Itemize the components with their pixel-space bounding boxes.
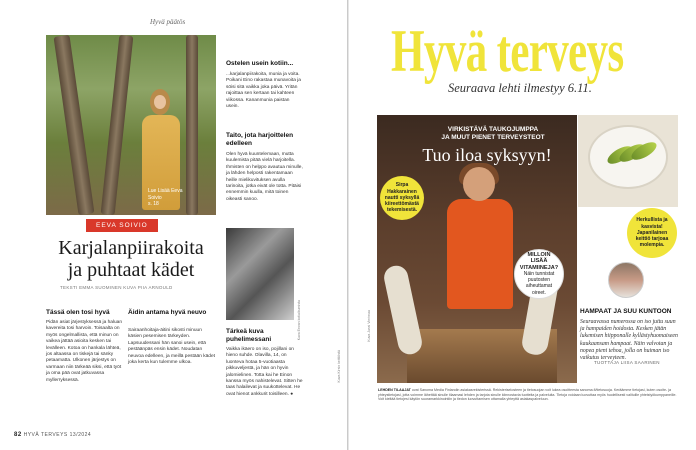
teeth-section-heading: HAMPAAT JA SUU KUNTOON (580, 308, 672, 315)
footer-publication: HYVÄ TERVEYS 13/2024 (23, 432, 92, 438)
next-issue-tagline: Seuraava lehti ilmestyy 6.11. (448, 81, 592, 95)
person-face (463, 167, 495, 201)
producer-portrait (608, 262, 644, 298)
vitamin-bubble-line-1: MILLOIN (527, 252, 551, 259)
col2-text: Sairaanhoitaja-äitini sikosti minuun käsien pesemisen tärkeyden. Lapsuudessani hän sanoi usein, että pestäänpäs ensin kädet. Noudatan neuvoa edelleen, ja meillä pestään kädet joka kerta kun tulemme ulkoa. (128, 328, 215, 366)
japanese-food-bubble (627, 208, 677, 258)
col1-text: Pidän asiat järjestyksessä ja haluan kavereita tosi harvoin. Toisaalta on myös ongelmallista, että minun on vaikea jättää asioita kesken tai levälleen. Kotoa on hankala lähteä, jos altaassa on tiskejä tai sänky petaamatta. Ulkonen järjestys on varmaan niin tärkeää siksi, että työt ja oma pää ovat jatkuvassa myllerryksessä. (46, 320, 122, 383)
vitamin-bubble-line-2: LISÄÄ (530, 258, 548, 265)
magazine-logo: Hyvä terveys (391, 18, 624, 84)
headline (46, 237, 216, 281)
cover-kicker (423, 126, 563, 142)
col3c-heading: Tärkeä kuva puhelimessani (226, 328, 272, 343)
col3b-heading: Taito, jota harjoittelen edelleen (226, 132, 294, 147)
right-page (337, 0, 696, 450)
vitamin-bubble (514, 249, 564, 299)
col3a-heading: Ostelen usein kotiin... (226, 60, 294, 67)
vitamin-bubble-line-3: VITAMIINEJA? (519, 264, 559, 271)
section-label: Hyvä päätös (150, 18, 186, 26)
vitamin-bubble-text: Näin tunnistat puutosten aiheuttamat oireet. (523, 270, 555, 296)
photo-caption-extra: s. 18 (148, 201, 159, 207)
article-credits: TEKSTI EMMA SUOMINEN KUVA PIIA ARNOULD (60, 285, 173, 290)
cover-headline: Tuo iloa syksyyn! (422, 145, 552, 165)
teeth-section-text: Seuraavassa numerossa on iso juttu suun ja hampaiden hoidosta. Kesken jätän lukemisen hiipponalle kyllästyhuomaiseen kaukaansam hampaat. Näin valvotan ja nopea pieni tehoa, jolla on huiman iso vaikutus terveyteen. (580, 319, 678, 362)
subscriber-notice-label: LEHDEN TILAAJAT (378, 388, 411, 392)
tree-trunk (54, 35, 95, 215)
cover-kicker-line-2: JA MUUT PIENET TERVEYSTEOT (441, 134, 545, 141)
food-photo-credit: Kuva Kirsin keittiöstä (337, 350, 341, 383)
family-photo-credit: Kuva Eevan kotialbumista (297, 300, 301, 341)
col2-heading: Äidin antama hyvä neuvo (128, 309, 207, 316)
subscriber-notice (378, 388, 678, 402)
family-photo (226, 228, 294, 320)
cover-kicker-line-1: VIRKISTÄVÄ TAUKOJUMPPA (447, 126, 539, 133)
page-number: 82 (14, 432, 22, 438)
person-jacket (447, 199, 513, 309)
woman-face (154, 95, 166, 109)
food-photo (578, 115, 678, 207)
col3b-text: Olen hyvä kuuntelemaan, mutta kuulemista pitää vielä harjoitella. Ihmisten on helppo avautua minulle, ja lähden helposti rakentamaan heille mielikuvituksen avulla tarinoita, jotka eivät ole totta. Pitäisi ennemmin kuulla, mitä toinen oikeasti sanoo. (226, 152, 303, 202)
col3a-text: ...karjalanpiirakoita, munia ja voita. Poikani Eino rakastaa munavoita ja söisi sitä vaikka joka päivä. Yritän rajoittaa sen kertaan tai kahteen viikossa. Kananmunia paistan usein. (226, 72, 301, 110)
cover-photo-credit: Kuva Jussi Vierimaa (367, 310, 371, 342)
photo-caption-text: Lue Lisää Eeva Soivio (148, 188, 183, 201)
portrait-photo (46, 35, 216, 215)
col3c-text (226, 347, 304, 398)
headline-line-2: ja puhtaat kädet (67, 259, 195, 281)
cover-bubble-sirpa-text: Sirpa Hakkarainen nautti syksyllä kiireettömästä tekemisestä. (384, 182, 420, 214)
tree-trunk (101, 35, 134, 215)
subscriber-notice-text: ovat Sanoma Media Finlandin asiakasrekisterissä. Rekisteriselosteen ja tietosuojan voit lukea osoitteesta sanoma.fi/tietosuoja. Keräämme tietojasi, kuten osoite- ja yhteystietojasi, jotta voimme lähettää sinulle tilaamasi lehden ja tarjota sinulle kiinnostavia tuotteita ja palveluita. Tietoja voidaan luovuttaa myös huolellisesti valituille yhteistyökumppaneille. Voit kieltää tietojesi käytön suoramarkkinointiin ja tiedon luovuttamisen ottamalla yhteyttä asiakaspalveluun. (378, 388, 677, 402)
page-footer (14, 432, 91, 438)
producer-credit: TUOTTAJA LIISA SAARINEN (594, 360, 660, 365)
left-page (0, 0, 347, 450)
name-tag: EEVA SOIVIO (86, 219, 158, 232)
japanese-food-bubble-text: Herkullista ja kasvista! Japanilainen keittiö tarjoaa molempia. (635, 217, 669, 249)
col1-heading: Tässä olen tosi hyvä (46, 309, 110, 316)
photo-caption (148, 188, 188, 208)
end-mark: ● (290, 391, 294, 397)
col3c-body: Vaikka ikäero on iso, pojillani on hieno suhde. Olavilla, 14, on luonteva hotaa 5-vuotiaasta pikkuveljestä, ja hän on hyvin jalomielinen. Totta kai he Einon kanssa myös nahistelevat. Sitten he taas halailevat ja suukottelevat. He ovat hienot ankkurit toisilleen. (226, 347, 303, 397)
cover-bubble-sirpa (380, 176, 424, 220)
headline-line-1: Karjalanpiirakoita (58, 237, 204, 259)
birch-stump (382, 263, 424, 356)
